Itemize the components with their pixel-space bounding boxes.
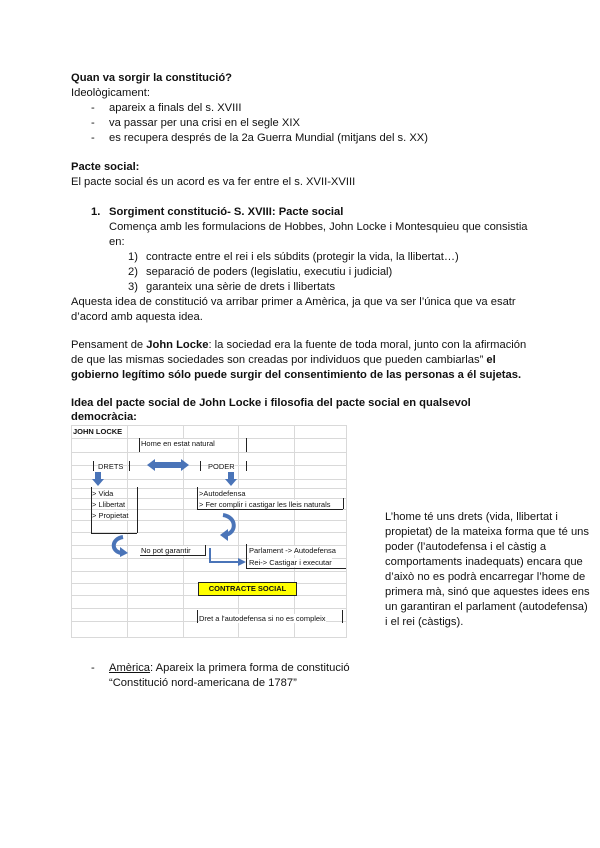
locke-diagram bbox=[71, 425, 347, 638]
pact-title: Pacte social: bbox=[71, 161, 140, 173]
when-title: Quan va sorgir la constitució? bbox=[71, 72, 233, 84]
curved-arrow-icon bbox=[219, 513, 239, 541]
locke-prefix: Pensament de bbox=[71, 339, 147, 351]
locke-line2-bold: el bbox=[486, 354, 496, 366]
drets-label: DRETS bbox=[98, 462, 124, 471]
section1-title: Sorgiment constitució- S. XVIII: Pacte social bbox=[109, 206, 344, 218]
when-bullet-2: va passar per una crisi en el segle XIX bbox=[109, 117, 300, 129]
bullet-dash: - bbox=[91, 662, 95, 674]
america-line bbox=[109, 661, 350, 676]
no-garanties: No pot garantir bbox=[141, 546, 191, 555]
section1-after-2: d’acord amb aquesta idea. bbox=[71, 311, 203, 323]
pact-text: El pacte social és un acord es va fer entre el s. XVII-XVIII bbox=[71, 176, 356, 188]
locke-name: John Locke bbox=[146, 339, 209, 351]
item-number: 3) bbox=[128, 281, 138, 293]
section1-number: 1. bbox=[91, 206, 101, 218]
when-intro: Ideològicament: bbox=[71, 87, 150, 99]
poder-autodefensa: >Autodefensa bbox=[199, 489, 246, 498]
bullet-dash: - bbox=[91, 117, 95, 129]
poder-label: PODER bbox=[208, 462, 235, 471]
dret-autodefensa: Dret a l'autodefensa si no es compleix bbox=[199, 614, 326, 623]
section1-intro-2: en: bbox=[109, 236, 125, 248]
rei: Rei-> Castigar i executar bbox=[249, 558, 332, 567]
dret-llibertat: > Llibertat bbox=[92, 500, 126, 509]
when-bullet-1: apareix a finals del s. XVIII bbox=[109, 102, 242, 114]
dret-vida: > Vida bbox=[92, 489, 114, 498]
idea-title-1: Idea del pacte social de John Locke i filosofia del pacte social en qualsevol bbox=[71, 397, 471, 409]
double-arrow-icon bbox=[147, 459, 189, 471]
curved-arrow-icon bbox=[109, 535, 129, 557]
america-label: Amèrica bbox=[109, 662, 151, 674]
locke-line2-normal: de que las mismas sociedades son creadas por individuos que pueden cambiarlas” bbox=[71, 354, 487, 366]
item-text: garanteix una sèrie de drets i llibertats bbox=[146, 281, 336, 293]
when-bullet-3: es recupera després de la 2a Guerra Mundial (mitjans del s. XX) bbox=[109, 132, 428, 144]
item-number: 1) bbox=[128, 251, 138, 263]
idea-title-2: democràcia: bbox=[71, 411, 137, 423]
america-quote: “Constitució nord-americana de 1787” bbox=[109, 677, 297, 689]
contracte-social: CONTRACTE SOCIAL bbox=[198, 582, 297, 596]
item-text: separació de poders (legislatiu, executiu i judicial) bbox=[146, 266, 393, 278]
estat-natural: Home en estat natural bbox=[141, 439, 215, 448]
section1-intro-1: Comença amb les formulacions de Hobbes, John Locke i Montesquieu que consistia bbox=[109, 221, 528, 233]
locke-line-2 bbox=[71, 353, 496, 368]
down-arrow-icon bbox=[225, 472, 237, 486]
dret-propietat: > Propietat bbox=[92, 511, 129, 520]
locke-line-3: gobierno legítimo sólo puede surgir del consentimiento de las personas a él sujetas. bbox=[71, 369, 522, 381]
locke-line-1 bbox=[71, 338, 526, 353]
down-arrow-icon bbox=[92, 472, 104, 486]
parlament: Parlament -> Autodefensa bbox=[249, 546, 336, 555]
america-text: : Apareix la primera forma de constitució bbox=[150, 662, 350, 674]
side-explanation: L’home té uns drets (vida, llibertat i propietat) de la mateixa forma que té uns poder (l’autodefensa i el càstig a comportaments inadequats) encara que d’això no es podrà encarregar l’home de primera mà, sinó que aquestes idees ens un garantiran el parlament (autodefensa) i el rei (càstigs). bbox=[385, 511, 590, 628]
section1-after-1: Aquesta idea de constitució va arribar primer a Amèrica, ja que va ser l’única que va esatr bbox=[71, 296, 516, 308]
item-text: contracte entre el rei i els súbdits (protegir la vida, la llibertat…) bbox=[146, 251, 459, 263]
bullet-dash: - bbox=[91, 132, 95, 144]
item-number: 2) bbox=[128, 266, 138, 278]
poder-fer-complir: > Fer complir i castigar les lleis naturals bbox=[199, 500, 331, 509]
right-arrow-icon bbox=[208, 546, 246, 568]
diagram-header: JOHN LOCKE bbox=[73, 427, 123, 436]
locke-line1-rest: : la sociedad era la fuente de toda moral, junto con la afirmación bbox=[208, 339, 527, 351]
bullet-dash: - bbox=[91, 102, 95, 114]
